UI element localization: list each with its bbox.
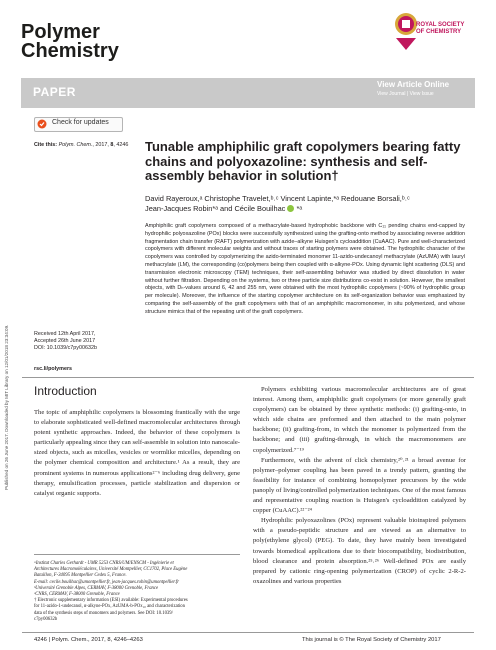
received-date: Received 12th April 2017, — [34, 331, 96, 337]
authors-line1: David Rayeroux,ᵃ Christophe Travelet,ᵇ˒ᶜ Vincent Lapinte,*ᵃ Redouane Borsali,ᵇ˒ᶜ — [145, 194, 410, 203]
author-list — [145, 194, 465, 214]
authors-line2: Jean-Jacques Robin*ᵃ and Cécile Bouilhac — [145, 204, 286, 213]
footnote-esi-2: for 11-azido-1-undecanol, α-alkyne-POx, AzUMA-b-POx₁₀ and characterization — [34, 604, 185, 610]
journal-name-line2: Chemistry — [21, 40, 119, 62]
footnote-affiliation-b: ᵇUniversité Grenoble Alpes, CERMAV, F-38000 Grenoble, France — [34, 585, 159, 591]
intro-paragraph-3: Furthermore, with the advent of click chemistry,²⁰˒²¹ a broad avenue for polymer–polymer coupling has been paved in a trendy pattern, granting the feasibility for instance of combining homopolymer precursors by the wide panoply of living/controlled polymerization techniques. One of the most famous and representative coupling reaction is Huisgen's cycloaddition catalyzed by copper (CuAAC).²²⁻²⁴ — [253, 456, 466, 515]
body-column-left — [34, 408, 240, 499]
publication-side-note: Published on 26 June 2017. Downloaded by MIT Library on 12/01/2018 23:34:09. — [4, 324, 9, 490]
footnote-esi-4: c7py00632b — [34, 616, 58, 622]
abstract: Amphiphilic graft copolymers composed of a methacrylate-based hydrophobic backbone with C₁₁ pending chains end-capped by hydrophilic polyoxazoline (POx) blocks were successfully synthesized using the grafting-onto method by associating reverse addition fragmentation chain transfer (RAFT) polymerization with azide–alkyne Huisgen's cycloaddition (CuAAC). Pure and well-characterized copolymers with different molecular weights and without traces of starting polymers were obtained. The hydrophilic character of the copolymers was controlled by copolymerizing the azido-terminated monomer 11-azido-undecanoyl methacrylate (AzUMA) with lauryl methacrylate (LM), the corresponding (co)polymers being then coupled with α-alkyne-POx. Using dynamic light scattering (DLS) and transmission electronic microscopy (TEM) techniques, their self-assembling behavior was studied by direct dissolution in water without further filtration. Depending on the systems, two or three particle size distributions co-exist in solution. However, the smallest objects, with Dₕ-values around 6, 42 and 255 nm, were obtained with the most hydrophilic copolymers (~90% of hydrophilic group per molecule). Moreover, the influence of the starting copolymer architecture on its self-organization behavior was emphasized by comparing the self-assembly of the graft copolymers with that of an amphiphilic macromonomer, in situ polymerized, and whose structure mimics that of the repeating unit of the graft copolymers. — [145, 223, 465, 315]
body-column-right — [253, 385, 466, 587]
intro-paragraph-2: Polymers exhibiting various macromolecular architectures are of great interest. Among them, amphiphilic graft copolymers (or more generally graft copolymers) can be obtained by three synthetic methods: (i) grafting-onto, in which side chains are preformed and then attached to the main polymer backbone; (ii) grafting-from, in which the monomer is polymerized from the backbone; and (iii) grafting-through, in which the macromonomers are copolymerized.⁷⁻¹⁹ — [253, 386, 466, 454]
intro-paragraph-4: Hydrophilic polyoxazolines (POx) represent valuable bioinspired polymers with a pseudo-peptidic structure and are viewed as an alternative to poly(ethylene glycol) (PEG). To date, they have mainly been investigated towards biomedical applications due to their biocompatibility, biodistribution, blood clearance and protein absorption.²⁵˒²⁶ Well-defined POx are easily prepared by cationic ring-opening polymerization (CROP) of cyclic 2-R-2-oxazolines and various properties — [253, 517, 466, 585]
journal-name — [21, 23, 119, 61]
cite-volume: 8 — [110, 142, 114, 148]
journal-short-link[interactable]: rsc.li/polymers — [34, 366, 73, 372]
cite-label: Cite this: — [34, 142, 58, 148]
footnote-affiliation-a1: ᵃInstitut Charles Gerhardt - UMR 5253 CNRS/UM/ENSCM - Ingénierie et — [34, 561, 174, 566]
footer-page-citation: 4246 | Polym. Chem., 2017, 8, 4246–4263 — [34, 637, 143, 643]
accepted-date: Accepted 26th June 2017 — [34, 338, 96, 344]
rsc-logo-text — [416, 22, 464, 36]
article-title: Tunable amphiphilic graft copolymers bearing fatty chains and polyoxazoline: synthesis and self-assembly behavior in solution† — [145, 139, 461, 183]
footer-divider — [22, 632, 474, 633]
doi[interactable]: DOI: 10.1039/c7py00632b — [34, 345, 97, 351]
authors-suffix: *ᵃ — [294, 204, 303, 213]
footer-copyright: This journal is © The Royal Society of Chemistry 2017 — [302, 637, 441, 643]
introduction-heading: Introduction — [34, 384, 97, 398]
footnote-email[interactable]: E-mail: cecile.bouilhac@umontpellier.fr, jean-jacques.robin@umontpellier.fr — [34, 579, 180, 585]
cite-journal: Polym. Chem. — [58, 142, 93, 148]
authors-line2-wrap — [145, 204, 465, 214]
footnotes — [34, 554, 240, 623]
cite-year: , 2017, — [92, 142, 111, 148]
footnote-affiliation-a2: Architectures Macromoléculaires, Université Montpellier, CC1702, Place Eugène — [34, 567, 188, 573]
intro-paragraph-1: The topic of amphiphilic copolymers is blossoming frantically with the urge to elaborate sophisticated well-defined macromolecular architectures through potent synthetic approaches. Indeed, the behavior of these copolymers is particularly appealing since they can self-assemble in solution into nanoscale-sized objects, such as micelles, vesicles or wormlike micelles, depending on the polymer chemical composition and architecture.¹ As a result, they are prominent systems in numerous applications²⁻⁶ including drug delivery, gene therapy, emulsification processes, particle stabilization and dispersion or catalyst organic supports. — [34, 409, 240, 497]
footnote-affiliation-c: ᶜCNRS, CERMAV, F-38000 Grenoble, France — [34, 592, 120, 598]
footnote-affiliation-a3: Bataillon, F-34095 Montpellier Cedex 5, France. — [34, 573, 127, 579]
footnote-divider — [34, 554, 240, 555]
check-updates-label: Check for updates — [52, 119, 109, 126]
view-journal-issue-links[interactable]: View Journal | View Issue — [377, 91, 434, 97]
section-label: PAPER — [33, 85, 76, 99]
view-article-online-link[interactable]: View Article Online — [377, 80, 450, 89]
article-dates — [34, 331, 134, 352]
rsc-crest-icon — [395, 13, 417, 50]
journal-name-line1: Polymer — [21, 21, 100, 43]
header-divider — [22, 377, 474, 378]
rsc-logo-line1: ROYAL SOCIETY — [416, 22, 465, 28]
citation-info — [34, 142, 130, 149]
rsc-logo-line2: OF CHEMISTRY — [416, 29, 462, 35]
cite-pages: , 4246 — [113, 142, 129, 148]
footnote-esi-3: data of the synthesis steps of monomers and polymers. See DOI: 10.1039/ — [34, 610, 173, 616]
check-updates-icon — [37, 119, 47, 129]
footnote-esi-1: † Electronic supplementary information (ESI) available: Experimental procedures — [34, 598, 188, 604]
